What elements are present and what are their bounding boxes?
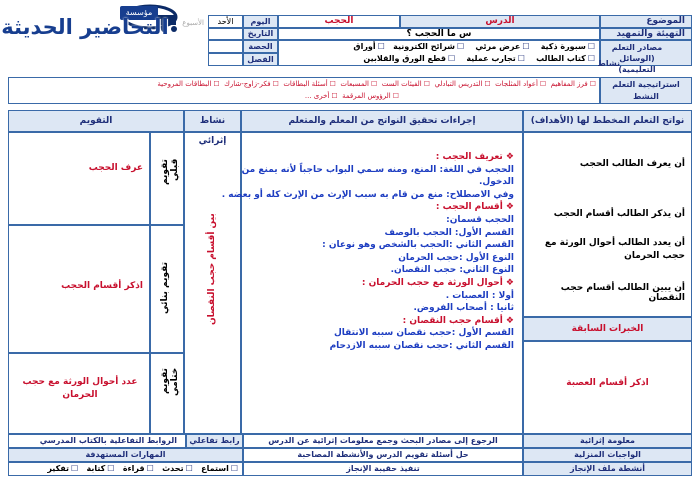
- resources-row-2: [363, 54, 595, 63]
- checkbox-student-book[interactable]: ☐ كتاب الطالب: [536, 54, 595, 63]
- prep-label: التهيئة والتمهيد: [600, 28, 692, 40]
- checkbox-fan-cards[interactable]: ☐ البطاقات المروحية: [157, 80, 219, 88]
- skills-row: [8, 462, 243, 476]
- procedure-line: ثانيا : أصحاب الفروض.: [413, 303, 514, 314]
- checkbox-writing[interactable]: ☐ كتابة: [87, 464, 115, 473]
- procedures-cell: [221, 132, 523, 434]
- checkbox-thinking[interactable]: ☐ تفكير: [47, 464, 78, 473]
- procedure-heading: ❖ أقسام حجب النقصان :: [246, 315, 514, 328]
- date-value: [208, 28, 243, 40]
- procedure-line: القسم الأول: الحجب بالوصف: [384, 227, 514, 238]
- strategy-label: استراتيجية التعلم النشط: [600, 77, 692, 104]
- interactive-link-value: الروابط التفاعلية بالكتاب المدرسي: [8, 434, 186, 448]
- logo: [0, 0, 190, 42]
- evaluation-pre-text: عرف الحجب: [88, 163, 143, 173]
- logo-name: التحاضير الحديثة: [1, 15, 169, 39]
- faded-label: الأسبوع: [182, 19, 204, 27]
- homework-value: حل أسئلة تقويم الدرس والأنشطة المصاحبة: [243, 448, 523, 462]
- resources-box: [278, 40, 600, 66]
- objective-item: أن يذكر الطالب أقسام الحجب: [553, 209, 685, 219]
- strategy-row-1: [157, 80, 596, 88]
- enrich-info-label: معلومة إثرائية: [523, 434, 692, 448]
- enrichment-text: بين أقسام حجب النقصان: [207, 213, 217, 325]
- objective-item: أن يعدد الطالب أحوال الورثة مع حجب الحرمان: [544, 238, 685, 261]
- procedure-heading: ❖ تعريف الحجب :: [246, 151, 514, 164]
- checkbox-paper-pieces[interactable]: ☐ قطع الورق والقلابين: [363, 54, 455, 63]
- date-label: التاريخ: [243, 28, 278, 40]
- period-value: [208, 40, 243, 53]
- checkbox-listening[interactable]: ☐ استماع: [201, 464, 238, 473]
- prior-knowledge-cell: [523, 341, 692, 434]
- procedure-line: أولا : العصبات .: [445, 290, 514, 301]
- evaluation-final-text: عدد أحوال الورثة مع حجب الحرمان: [22, 377, 138, 400]
- checkbox-other[interactable]: ☐ أخرى ...: [305, 92, 338, 100]
- checkbox-slides[interactable]: ☐ شرائح الكترونية: [393, 42, 464, 51]
- procedure-line: القسم الثاني :الحجب بالشخص وهو نوعان :: [322, 240, 514, 251]
- topic-label: الموضوع: [600, 15, 692, 28]
- evaluation-formative-type: [150, 225, 184, 353]
- file-label: أنشطة ملف الإنجاز: [523, 462, 692, 476]
- evaluation-formative-cell: [8, 225, 150, 353]
- checkbox-smart-board[interactable]: ☐ سبورة ذكية: [541, 42, 595, 51]
- procedure-line: الحجب في اللغة: المنع، ومنه سـمي البواب حاجباً لأنه يمنع من: [241, 164, 514, 175]
- checkbox-competitions[interactable]: ☐ المسبعات: [340, 80, 377, 88]
- day-label: اليوم: [243, 15, 278, 28]
- enrich-info-value: الرجوع إلى مصادر البحث وجمع معلومات إثرائية عن الدرس: [243, 434, 523, 448]
- file-value: تنفيذ حقيبة الإنجاز: [243, 462, 523, 476]
- day-value: الأحد: [208, 15, 243, 28]
- procedure-line: الدخول.: [478, 177, 514, 188]
- class-label: الفصل: [243, 53, 278, 66]
- enrichment-header: نشاط إثرائي: [184, 110, 241, 132]
- resources-row-1: [353, 42, 595, 51]
- skills-label: المهارات المستهدفة: [8, 448, 243, 462]
- objective-item: أن يبين الطالب أقسام حجب النقصان: [560, 283, 685, 303]
- procedure-line: القسم الأول :حجب نقصان سببه الانتقال: [333, 328, 514, 339]
- objectives-header: نواتج التعلم المخطط لها (الأهداف): [523, 110, 692, 132]
- checkbox-reciprocal[interactable]: ☐ التدريس التبادلي: [434, 80, 490, 88]
- procedure-line: الحجب قسمان:: [446, 214, 514, 225]
- checkbox-reading[interactable]: ☐ قراءة: [123, 464, 154, 473]
- checkbox-six-hats[interactable]: ☐ الفيئات الست: [382, 80, 430, 88]
- checkbox-think-pair-share[interactable]: ☐ فكر-زاوج-شارك: [224, 80, 279, 88]
- logo-org-badge: مؤسسة: [120, 6, 158, 20]
- checkbox-sort-concepts[interactable]: ☐ فرز المفاهيم: [551, 80, 596, 88]
- procedures-header: إجراءات تحقيق النواتج من المعلم والمتعلم: [241, 110, 523, 132]
- checkbox-visual-display[interactable]: ☐ عرض مرئي: [475, 42, 529, 51]
- procedure-heading: ❖ أحوال الورثة مع حجب الحرمان :: [246, 277, 514, 290]
- procedure-line: النوع الثاني: حجب النقصان.: [390, 265, 514, 276]
- strategy-box: [8, 77, 600, 104]
- procedure-line: القسم الثاني :حجب نقصان سببه الازدحام: [329, 340, 514, 351]
- procedure-line: وفي الاصطلاح: منع من قام به سبب الإرث من الإرث كله أو بعضه .: [221, 189, 514, 200]
- prep-question: س ما الحجب ؟: [278, 28, 600, 40]
- procedure-line: النوع الأول :حجب الحرمان: [398, 252, 514, 263]
- evaluation-formative-type-label: تقويم بنائي: [160, 262, 170, 314]
- checkbox-speaking[interactable]: ☐ تحدث: [162, 464, 193, 473]
- evaluation-header: التقويم: [8, 110, 184, 132]
- checkbox-experiments[interactable]: ☐ تجارب عملية: [466, 54, 525, 63]
- strategy-row-2: [305, 92, 399, 100]
- procedure-heading: ❖ أقسام الحجب :: [246, 201, 514, 214]
- checkbox-numbered-heads[interactable]: ☐ الرؤوس المرقمة: [342, 92, 399, 100]
- lesson-label: الدرس: [400, 15, 600, 28]
- resources-label: مصادر التعلم (الوسائل التعليمية): [600, 40, 692, 66]
- lesson-value: الحجب: [278, 15, 400, 28]
- evaluation-pre-cell: [8, 132, 150, 225]
- evaluation-formative-text: اذكر أقسام الحجب: [61, 281, 143, 291]
- evaluation-final-cell: [8, 353, 150, 434]
- evaluation-pre-type-label: تقويم قبلي: [160, 159, 180, 185]
- checkbox-card-questions[interactable]: ☐ أسئلة البطاقات: [283, 80, 336, 88]
- objective-item: أن يعرف الطالب الحجب: [579, 159, 685, 169]
- period-label: الحصة: [243, 40, 278, 53]
- objectives-cell: [523, 132, 692, 317]
- class-value: [208, 53, 243, 66]
- prior-knowledge-label: الخبرات السابقة: [523, 317, 692, 341]
- prior-knowledge-text: اذكر أقسام العصبة: [566, 378, 649, 388]
- checkbox-papers[interactable]: ☐ أوراق: [353, 42, 384, 51]
- evaluation-final-type: [150, 353, 184, 434]
- evaluation-final-type-label: تقويم ختامي: [160, 368, 180, 397]
- homework-label: الواجبات المنزلية: [523, 448, 692, 462]
- evaluation-pre-type: [150, 132, 184, 225]
- activity-label: نشاط: [597, 59, 620, 68]
- enrichment-cell: [184, 132, 241, 434]
- checkbox-ice-sticks[interactable]: ☐ أعواد المثلجات: [495, 80, 546, 88]
- procedures-list: [221, 151, 514, 353]
- interactive-link-label[interactable]: رابط تفاعلي: [186, 434, 243, 448]
